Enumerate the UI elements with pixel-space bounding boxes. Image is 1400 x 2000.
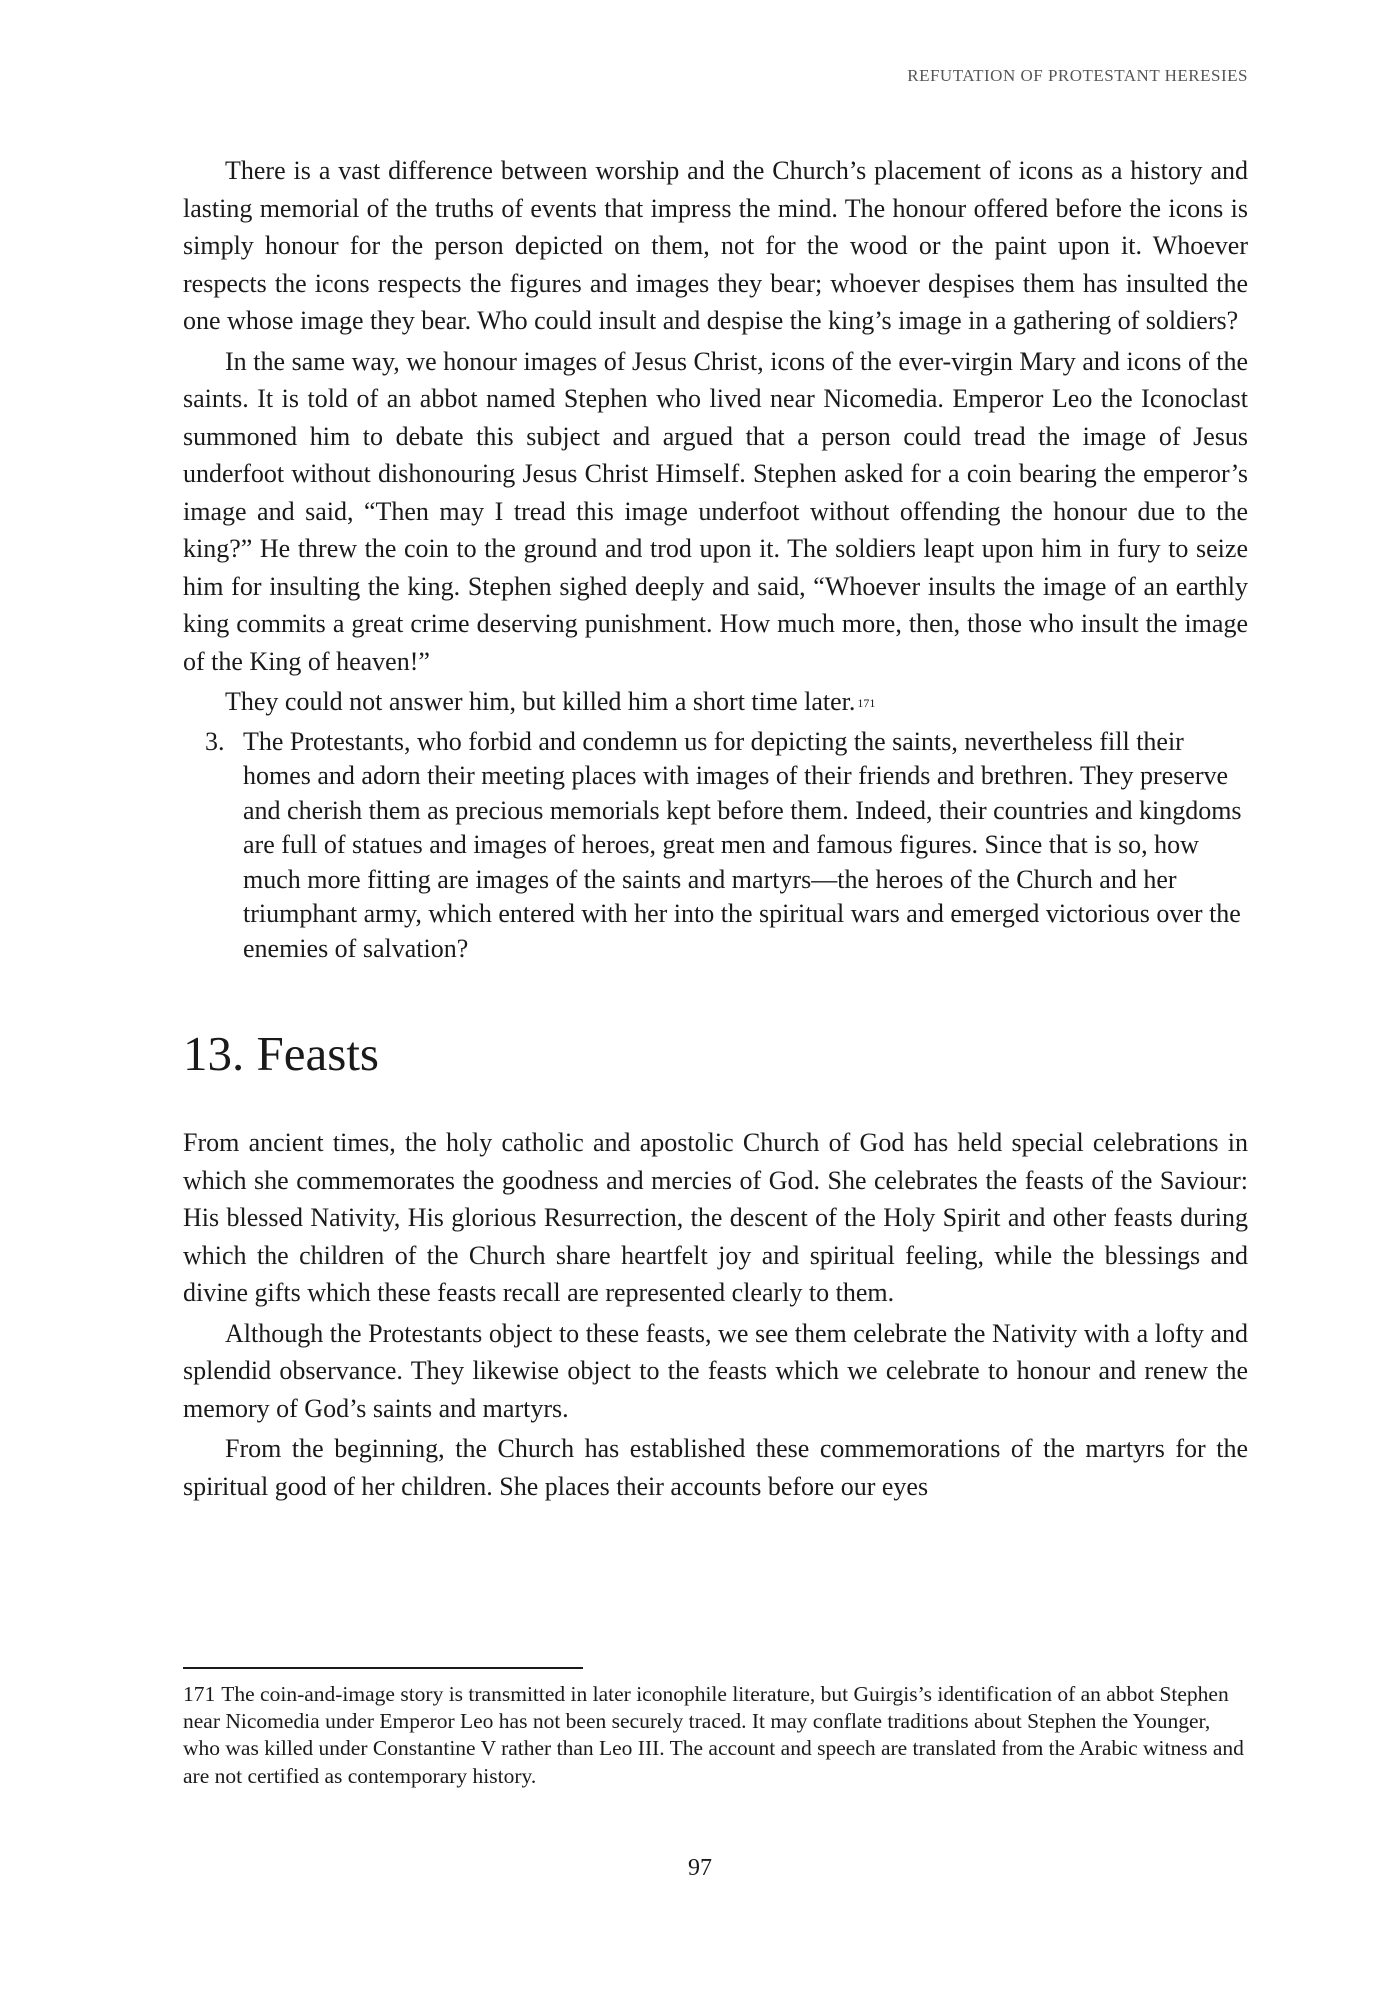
paragraph-commemorations: From the beginning, the Church has established these commemorations of the martyrs for the spiritual good of her children. She places their accounts before our eyes xyxy=(183,1434,1248,1501)
footnote xyxy=(183,1681,1248,1790)
paragraph-icons-worship: There is a vast difference between worship and the Church’s placement of icons as a history and lasting memorial of the truths of events that impress the mind. The honour offered before the icons is simply honour for the person depicted on them, not for the wood or the paint upon it. Whoever respects the icons respects the figures and images they bear; whoever despises them has insulted the one whose image they bear. Who could insult and despise the king’s image in a gathering of soldiers? xyxy=(183,156,1248,335)
paragraph-feasts-intro: From ancient times, the holy catholic and apostolic Church of God has held special celebrations in which she commemorates the goodness and mercies of God. She celebrates the feasts of the Saviour: His blessed Nativity, His glorious Resurrection, the descent of the Holy Spirit and other feasts during which the children of the Church share heartfelt joy and spiritual feeling, while the blessings and divine gifts which these feasts recall are represented clearly to them. xyxy=(183,1128,1248,1307)
paragraph-stephen-story: In the same way, we honour images of Jesus Christ, icons of the ever-virgin Mary and icons of the saints. It is told of an abbot named Stephen who lived near Nicomedia. Emperor Leo the Iconoclast summoned him to debate this subject and argued that a person could tread the image of Jesus underfoot without dishonouring Jesus Christ Himself. Stephen asked for a coin bearing the emperor’s image and said, “Then may I tread this image underfoot without offending the honour due to the king?” He threw the coin to the ground and trod upon it. The soldiers leapt upon him in fury to seize him for insulting the king. Stephen sighed deeply and said, “Whoever insults the image of an earthly king commits a great crime deserving punishment. How much more, then, those who insult the image of the King of heaven!” xyxy=(183,346,1248,676)
numbered-list-item xyxy=(183,725,1248,967)
list-item-number: 3. xyxy=(205,726,225,756)
list-item-text: The Protestants, who forbid and condemn us for depicting the saints, nevertheless fill their homes and adorn their meeting places with images of their friends and brethren. They preserve and cherish them as precious memorials kept before them. Indeed, their countries and kingdoms are full of statues and images of heroes, great men and famous figures. Since that is so, how much more fitting are images of the saints and martyrs—the heroes of the Church and her triumphant army, which entered with her into the spiritual wars and emerged victorious over the enemies of salvation? xyxy=(243,726,1242,963)
page-number: 97 xyxy=(688,1855,712,1881)
paragraph-martyrdom xyxy=(183,683,1248,721)
footnote-reference[interactable]: 171 xyxy=(857,696,876,710)
main-text xyxy=(183,152,1248,1505)
footnote-text: The coin-and-image story is transmitted in later iconophile literature, but Guirgis’s identification of an abbot Stephen near Nicomedia under Emperor Leo has not been securely traced. It may conflate traditions about Stephen the Younger, who was killed under Constantine V rather than Leo III. The account and speech are translated from the Arabic witness and are not certified as contemporary history. xyxy=(183,1682,1244,1788)
section-heading: 13. Feasts xyxy=(183,1026,379,1081)
running-head: REFUTATION OF PROTESTANT HERESIES xyxy=(907,66,1248,85)
footnote-number: 171 xyxy=(183,1682,216,1706)
paragraph-martyrdom-text: They could not answer him, but killed him a short time later. xyxy=(225,687,856,716)
paragraph-protestant-objection: Although the Protestants object to these feasts, we see them celebrate the Nativity with a lofty and splendid observance. They likewise object to the feasts which we celebrate to honour and renew the memory of God’s saints and martyrs. xyxy=(183,1318,1248,1423)
footnote-divider xyxy=(183,1667,583,1669)
